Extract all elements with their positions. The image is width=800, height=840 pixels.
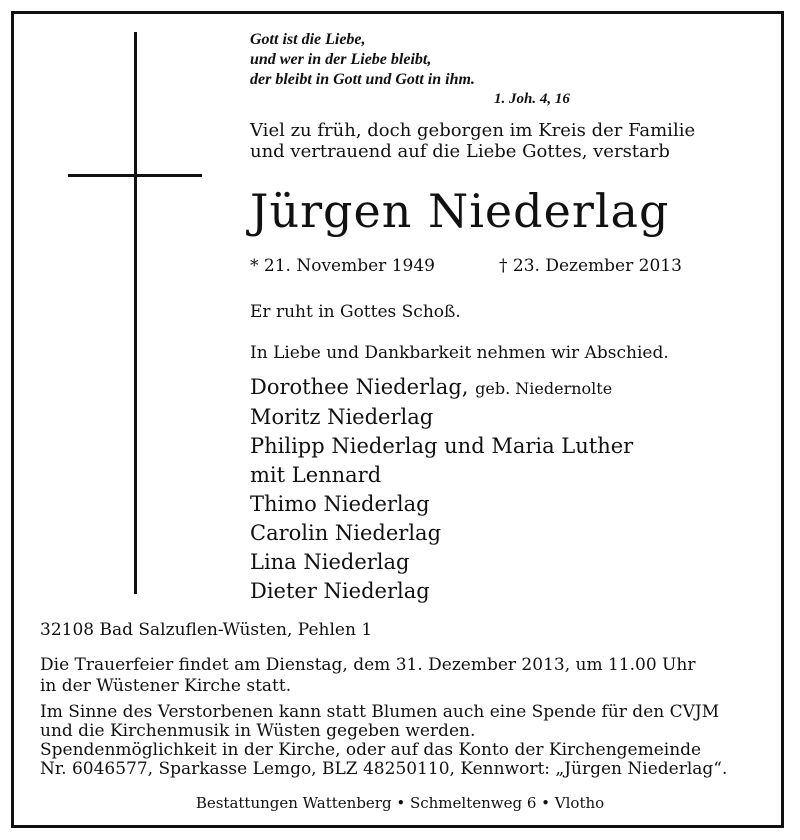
bible-verse bbox=[250, 30, 475, 90]
donation-line: Im Sinne des Verstorbenen kann statt Blumen auch eine Spende für den CVJM bbox=[40, 702, 720, 722]
mourner-name: Lina Niederlag bbox=[250, 550, 410, 574]
family-address: 32108 Bad Salzuflen-Wüsten, Pehlen 1 bbox=[40, 620, 373, 640]
donation-line: Spendenmöglichkeit in der Kirche, oder auf das Konto der Kirchengemeinde bbox=[40, 740, 702, 760]
service-line: Die Trauerfeier findet am Dienstag, dem 31. Dezember 2013, um 11.00 Uhr bbox=[40, 655, 696, 675]
intro-line: Viel zu früh, doch geborgen im Kreis der Familie bbox=[250, 120, 696, 141]
intro-text bbox=[250, 120, 695, 162]
verse-line: der bleibt in Gott und Gott in ihm. bbox=[250, 71, 475, 88]
mourner-name: Moritz Niederlag bbox=[250, 405, 434, 429]
donation-info bbox=[40, 703, 727, 779]
mourner-name-text: Philipp Niederlag und Maria Luther bbox=[250, 434, 634, 458]
mourner-name bbox=[250, 435, 633, 487]
mourner-name: Dieter Niederlag bbox=[250, 579, 430, 603]
deceased-name: Jürgen Niederlag bbox=[250, 184, 670, 238]
mourner-name-continuation: mit Lennard bbox=[250, 463, 382, 487]
service-info bbox=[40, 655, 695, 697]
death-date: † 23. Dezember 2013 bbox=[499, 256, 682, 276]
cross-icon-crossbar bbox=[68, 174, 202, 177]
donation-line: und die Kirchenmusik in Wüsten gegeben werden. bbox=[40, 721, 476, 741]
mourner-name: Thimo Niederlag bbox=[250, 492, 430, 516]
birth-date: * 21. November 1949 bbox=[250, 256, 435, 276]
mourner-name bbox=[250, 376, 633, 400]
cross-icon bbox=[134, 32, 137, 594]
donation-line: Nr. 6046577, Sparkasse Lemgo, BLZ 48250110, Kennwort: „Jürgen Niederlag“. bbox=[40, 759, 728, 779]
intro-line: und vertrauend auf die Liebe Gottes, verstarb bbox=[250, 141, 670, 162]
rest-line: Er ruht in Gottes Schoß. bbox=[250, 302, 461, 322]
mourner-name: Carolin Niederlag bbox=[250, 521, 442, 545]
mourners-list bbox=[250, 376, 633, 609]
verse-reference: 1. Joh. 4, 16 bbox=[494, 91, 570, 107]
service-line: in der Wüstener Kirche statt. bbox=[40, 676, 292, 696]
mourner-birthname: geb. Niedernolte bbox=[475, 379, 613, 398]
verse-line: Gott ist die Liebe, bbox=[250, 31, 366, 48]
farewell-line: In Liebe und Dankbarkeit nehmen wir Abschied. bbox=[250, 343, 669, 363]
mourner-name-text: Dorothee Niederlag, bbox=[250, 375, 469, 399]
funeral-home-footer: Bestattungen Wattenberg • Schmeltenweg 6 • Vlotho bbox=[195, 794, 605, 812]
verse-line: und wer in der Liebe bleibt, bbox=[250, 51, 432, 68]
